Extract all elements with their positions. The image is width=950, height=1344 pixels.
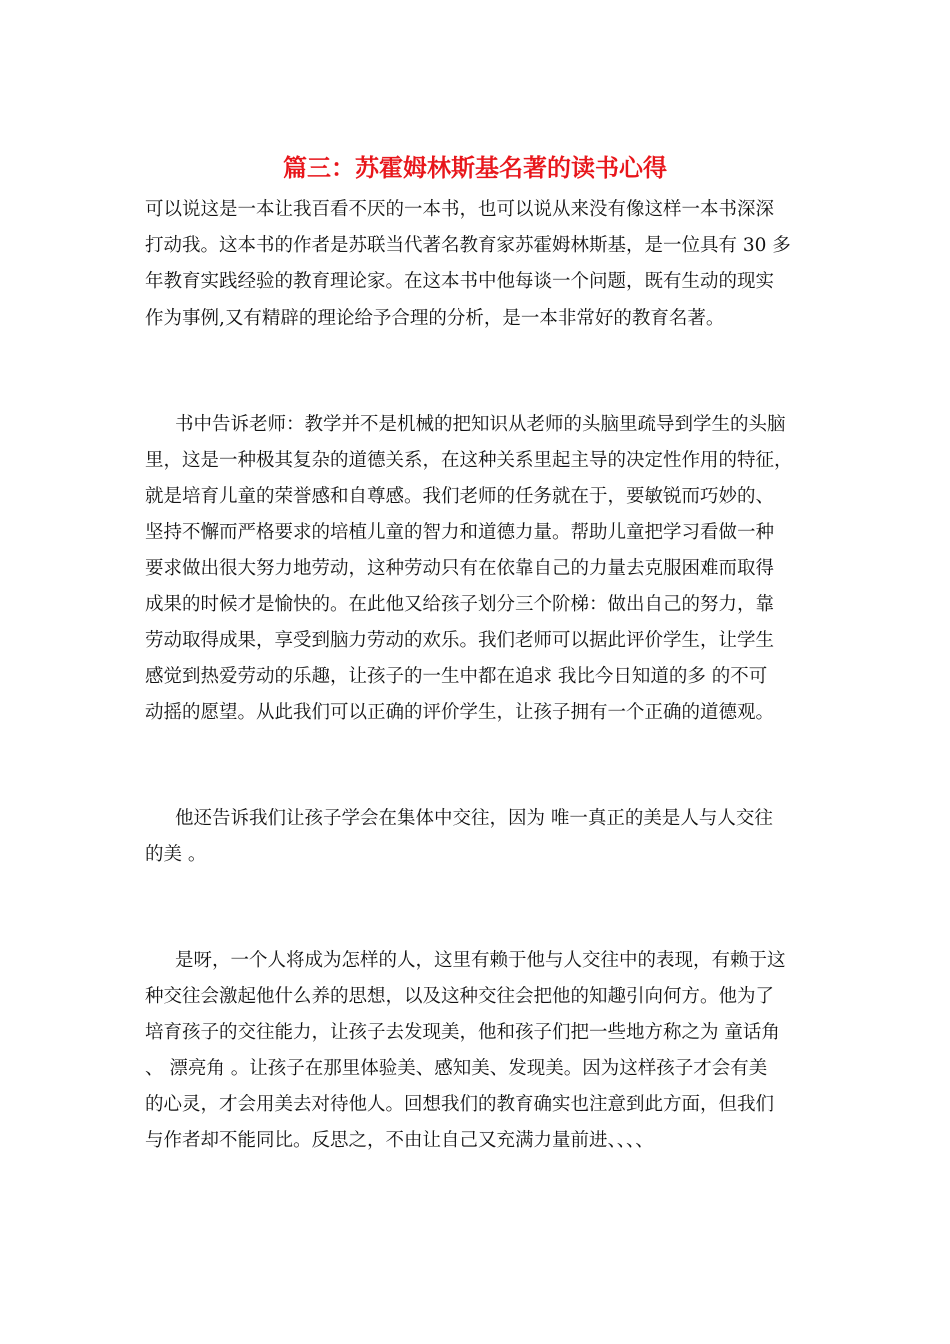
paragraph-line: 坚持不懈而严格要求的培植儿童的智力和道德力量。帮助儿童把学习看做一种 (145, 522, 775, 543)
paragraph-line: 与作者却不能同比。反思之，不由让自己又充满力量前进、、、、 (145, 1130, 654, 1151)
paragraph-line: 年教育实践经验的教育理论家。在这本书中他每谈一个问题，既有生动的现实 (145, 271, 775, 292)
paragraph-line: 的心灵，才会用美去对待他人。回想我们的教育确实也注意到此方面，但我们 (145, 1094, 775, 1115)
paragraph-line: 培育孩子的交往能力，让孩子去发现美，他和孩子们把一些地方称之为 童话角 (145, 1022, 780, 1043)
paragraph-line: 要求做出很大努力地劳动，这种劳动只有在依靠自己的力量去克服困难而取得 (145, 558, 775, 579)
page-title: 篇三：苏霍姆林斯基名著的读书心得 (283, 154, 667, 182)
paragraph-line: 种交往会激起他什么养的思想，以及这种交往会把他的知趣引向何方。他为了 (145, 986, 775, 1007)
paragraph-line: 打动我。这本书的作者是苏联当代著名教育家苏霍姆林斯基，是一位具有 30 多 (145, 235, 791, 256)
paragraph-line: 可以说这是一本让我百看不厌的一本书，也可以说从来没有像这样一本书深深 (145, 199, 775, 220)
paragraph-line: 里，这是一种极其复杂的道德关系，在这种关系里起主导的决定性作用的特征， (145, 450, 793, 471)
paragraph-line: 他还告诉我们让孩子学会在集体中交往，因为 唯一真正的美是人与人交往 (175, 808, 773, 829)
paragraph-line: 的美 。 (145, 844, 207, 865)
paragraph-line: 就是培育儿童的荣誉感和自尊感。我们老师的任务就在于，要敏锐而巧妙的、 (145, 486, 775, 507)
paragraph-line: 感觉到热爱劳动的乐趣，让孩子的一生中都在追求 我比今日知道的多 的不可 (145, 666, 768, 687)
paragraph-line: 动摇的愿望。从此我们可以正确的评价学生，让孩子拥有一个正确的道德观。 (145, 702, 775, 723)
paragraph-line: 是呀，一个人将成为怎样的人，这里有赖于他与人交往中的表现，有赖于这 (175, 950, 786, 971)
paragraph-line: 、 漂亮角 。让孩子在那里体验美、感知美、发现美。因为这样孩子才会有美 (145, 1058, 768, 1079)
paragraph-line: 作为事例,又有精辟的理论给予合理的分析，是一本非常好的教育名著。 (145, 308, 725, 329)
paragraph-line: 成果的时候才是愉快的。在此他又给孩子划分三个阶梯：做出自己的努力，靠 (145, 594, 775, 615)
paragraph-line: 劳动取得成果，享受到脑力劳动的欢乐。我们老师可以据此评价学生，让学生 (145, 630, 775, 651)
paragraph-line: 书中告诉老师：教学并不是机械的把知识从老师的头脑里疏导到学生的头脑 (175, 414, 786, 435)
